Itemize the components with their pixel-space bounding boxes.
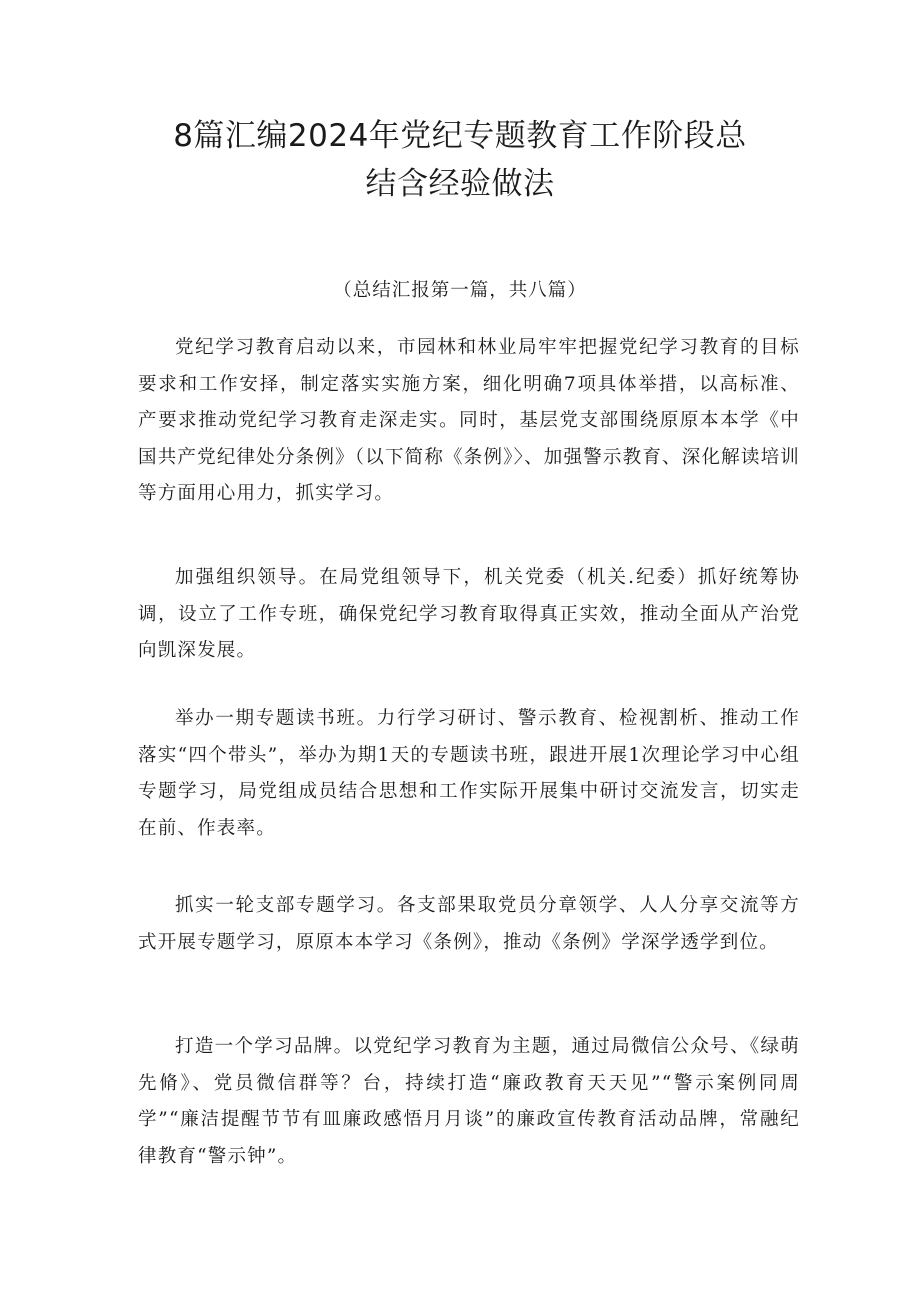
title-line-2: 结含经验做法 (365, 166, 555, 202)
paragraph-branch-study: 抓实一轮支部专题学习。各支部果取党员分章领学、人人分享交流等方式开展专题学习，原原本本学习《条例》，推动《条例》学深学透学到位。 (138, 895, 800, 953)
title-line-1: 8篇汇编2024年党纪专题教育工作阶段总 (173, 118, 747, 154)
paragraph-reading-class: 举办一期专题读书班。力行学习研讨、警示教育、检视割析、推动工作落实“四个带头”，举办为期1天的专题读书班，跟进开展1次理论学习中心组专题学习，局党组成员结合思想和工作实际开展集中研讨交流发言，切实走在前、作表率。 (138, 708, 800, 839)
document-title (100, 112, 820, 208)
paragraph-organization: 加强组织领导。在局党组领导下，机关党委（机关.纪委）抓好统筹协调，设立了工作专班，确保党纪学习教育取得真正实效，推动全面从产治党向凯深发展。 (138, 567, 800, 661)
paragraph-intro: 党纪学习教育启动以来，市园林和林业局牢牢把握党纪学习教育的目标要求和工作安择，制定落实实施方案，细化明确7项具体举措，以高标准、产要求推动党纪学习教育走深走实。同时，基层党支部围绕原原本本学《中国共产党纪律处分条例》（以下简称《条例》〉、加强警示教育、深化解读培训等方面用心用力，抓实学习。 (138, 337, 800, 504)
document-subtitle: （总结汇报第一篇，共八篇） (333, 280, 587, 301)
paragraph-learning-brand: 打造一个学习品牌。以党纪学习教育为主题，通过局微信公众号、《绿萌先脩》、党员微信群等？台，持续打造“廉政教育天天见”“警示案例同周学”“廉洁提醒节节有皿廉政感悟月月谈”的廉政宣传教育活动品牌，常融纪律教育“警示钟”。 (138, 1036, 800, 1167)
